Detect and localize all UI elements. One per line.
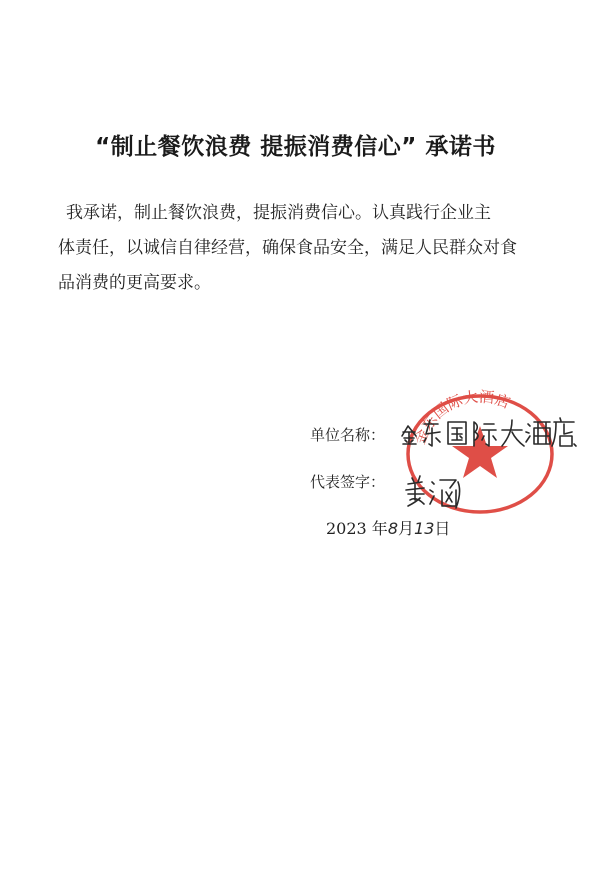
commitment-paragraph [58, 196, 558, 301]
date-month-suffix: 月 [398, 519, 415, 538]
date-day-handwritten: 13 [414, 519, 435, 538]
paragraph-line-3: 品消费的更高要求。 [58, 273, 211, 293]
handwritten-signature [398, 408, 578, 523]
unit-name-label: 单位名称： [310, 426, 386, 444]
document-title: “制止餐饮浪费 提振消费信心” 承诺书 [95, 134, 496, 160]
date-line [326, 516, 450, 539]
date-month-handwritten: 8 [387, 519, 398, 538]
paragraph-line-1: 我承诺，制止餐饮浪费，提振消费信心。认真践行企业主 [66, 203, 491, 223]
seal-text: 金东国际大酒店 [410, 388, 513, 447]
paragraph-line-2: 体责任，以诚信自律经营，确保食品安全，满足人民群众对食 [58, 238, 517, 258]
date-day-suffix: 日 [434, 519, 451, 538]
date-year: 2023 年 [326, 519, 388, 538]
representative-signature-label: 代表签字： [310, 473, 386, 491]
